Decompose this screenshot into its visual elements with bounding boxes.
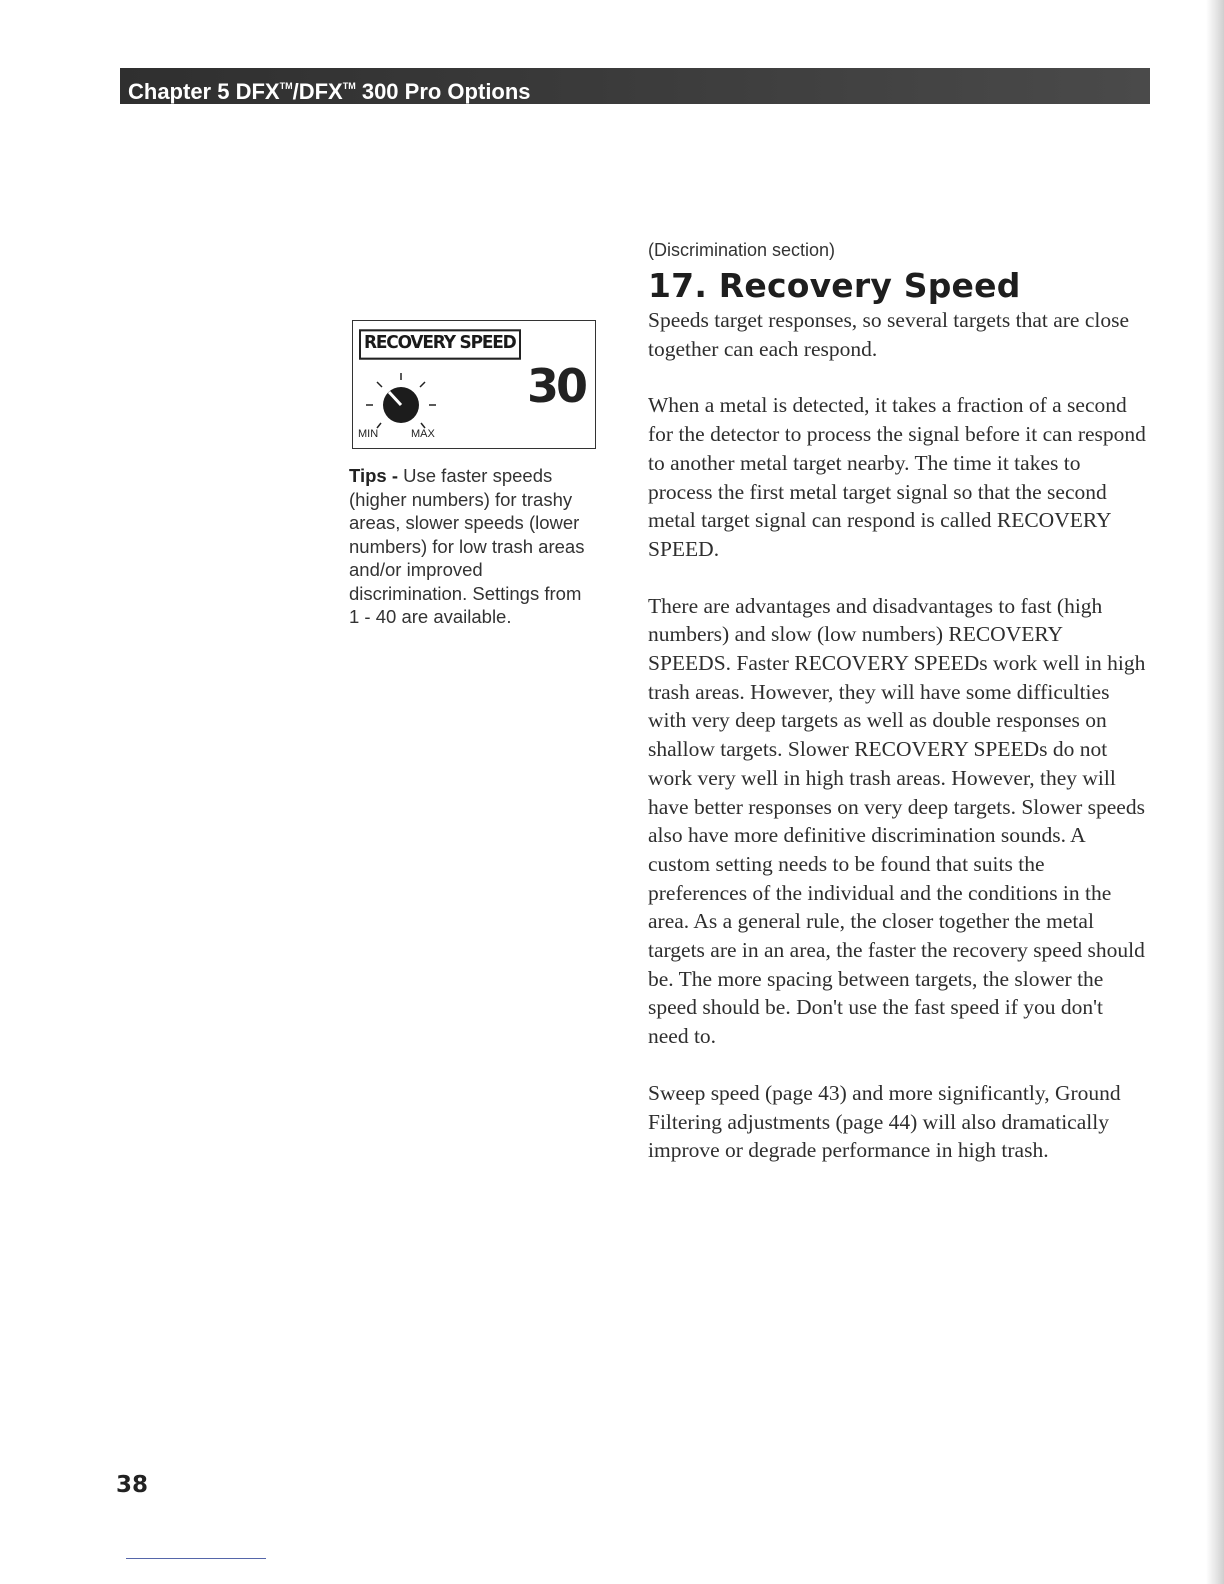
- chapter-title: Chapter 5 DFX: [128, 79, 280, 104]
- trademark-mark: TM: [342, 81, 356, 91]
- paragraph: Speeds target responses, so several targets that are close together can each respond.: [648, 308, 1130, 361]
- tips-text: [349, 464, 594, 629]
- chapter-title-separator: /DFX: [292, 79, 343, 104]
- paragraph: When a metal is detected, it takes a fraction of a second for the detector to process the signal before it can respond to another metal target nearby. The time it takes to process the first metal target signal so that the second metal target signal can respond is called RECOVERY SPEED.: [648, 393, 1146, 561]
- lcd-display-illustration: [352, 320, 596, 449]
- min-label: MIN: [358, 428, 379, 440]
- section-tag: (Discrimination section): [648, 240, 836, 260]
- page-edge-shadow: [1206, 0, 1224, 1584]
- speed-value: 30: [526, 359, 585, 413]
- paragraph: There are advantages and disadvantages to fast (high numbers) and slow (low numbers) RECOVERY SPEEDS. Faster RECOVERY SPEEDs work well in high trash areas. However, they will have some difficulties with very deep targets as well as double responses on shallow targets. Slower RECOVERY SPEEDs do not work very well in high trash areas. However, they will have better responses on very deep targets. Slower speeds also have more definitive discrimination sounds. A custom setting needs to be found that suits the preferences of the individual and the conditions in the area. As a general rule, the closer together the metal targets are in an area, the faster the recovery speed should be. The more spacing between targets, the slower the speed should be. Don't use the fast speed if you don't need to.: [648, 593, 1146, 1049]
- knob-icon: [355, 363, 439, 435]
- paragraph: Sweep speed (page 43) and more significantly, Ground Filtering adjustments (page 44) will also dramatically improve or degrade performance in high trash.: [648, 1080, 1121, 1163]
- body-text: [648, 306, 1148, 1193]
- tips-body: Use faster speeds (higher numbers) for trashy areas, slower speeds (lower numbers) for low trash areas and/or improved discrimination. Settings from 1 - 40 are available.: [349, 465, 585, 627]
- tips-label: Tips -: [349, 465, 398, 486]
- trademark-mark: TM: [279, 81, 293, 91]
- section-heading: 17. Recovery Speed: [648, 266, 1021, 305]
- max-label: MAX: [411, 428, 435, 440]
- chapter-title-rest: 300 Pro Options: [355, 79, 531, 104]
- lcd-title: RECOVERY SPEED: [359, 329, 521, 359]
- page-number: 38: [116, 1472, 149, 1498]
- footer-rule: [126, 1558, 266, 1559]
- chapter-header-bar: [120, 68, 1150, 104]
